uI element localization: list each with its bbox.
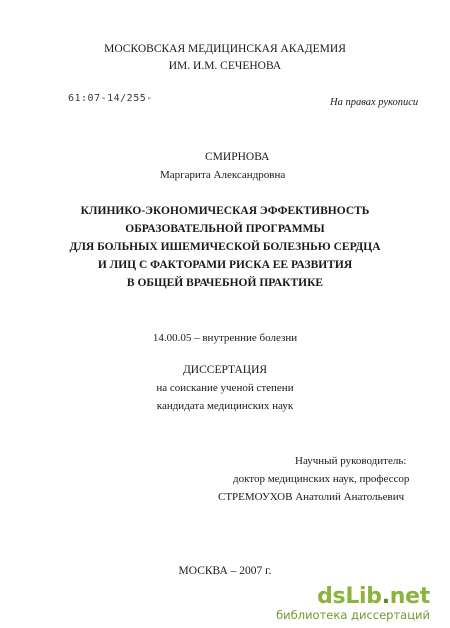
dslib-watermark bbox=[276, 586, 430, 622]
logo-main: dsLib bbox=[317, 584, 382, 609]
title-line-5: В ОБЩЕЙ ВРАЧЕБНОЙ ПРАКТИКЕ bbox=[126, 277, 324, 289]
logo-tld: net bbox=[389, 584, 430, 609]
specialty-code: 14.00.05 – внутренние болезни bbox=[152, 332, 298, 344]
institution-line-1: МОСКОВСКАЯ МЕДИЦИНСКАЯ АКАДЕМИЯ bbox=[104, 43, 346, 55]
title-line-4: И ЛИЦ С ФАКТОРАМИ РИСКА ЕЕ РАЗВИТИЯ bbox=[97, 259, 353, 271]
dissertation-heading: ДИССЕРТАЦИЯ bbox=[182, 364, 268, 376]
supervisor-name: СТРЕМОУХОВ Анатолий Анатольевич bbox=[218, 491, 405, 503]
title-line-2: ОБРАЗОВАТЕЛЬНОЙ ПРОГРАММЫ bbox=[125, 223, 325, 235]
title-line-1: КЛИНИКО-ЭКОНОМИЧЕСКАЯ ЭФФЕКТИВНОСТЬ bbox=[80, 205, 370, 217]
institution-line-2: ИМ. И.М. СЕЧЕНОВА bbox=[168, 60, 282, 72]
city-year: МОСКВА – 2007 г. bbox=[178, 565, 272, 577]
dslib-logo bbox=[276, 586, 430, 608]
dslib-tagline: библиотека диссертаций bbox=[276, 608, 430, 622]
title-line-3: ДЛЯ БОЛЬНЫХ ИШЕМИЧЕСКОЙ БОЛЕЗНЬЮ СЕРДЦА bbox=[69, 241, 381, 253]
dissertation-purpose-2: кандидата медицинских наук bbox=[156, 400, 294, 412]
logo-dot: . bbox=[381, 584, 390, 609]
rights-note: На правах рукописи bbox=[330, 97, 419, 108]
author-given-names: Маргарита Александровна bbox=[160, 169, 286, 181]
supervisor-degree: доктор медицинских наук, профессор bbox=[233, 473, 410, 485]
archive-stamp: 61:07-14/255- bbox=[68, 93, 153, 104]
supervisor-label: Научный руководитель: bbox=[295, 455, 407, 467]
author-surname: СМИРНОВА bbox=[205, 151, 270, 163]
dissertation-purpose-1: на соискание ученой степени bbox=[156, 382, 294, 394]
